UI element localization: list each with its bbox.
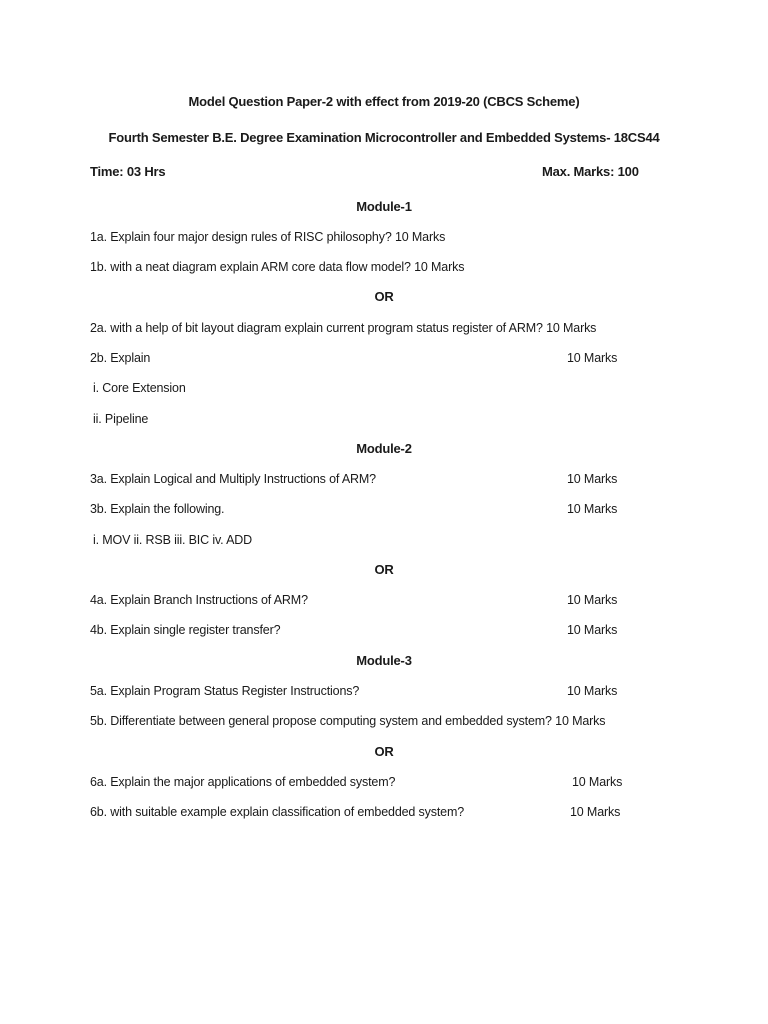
question-6a: 6a. Explain the major applications of embedded system? (90, 775, 396, 789)
question-2b-item-i: i. Core Extension (93, 381, 186, 395)
question-3b: 3b. Explain the following. (90, 502, 225, 516)
exam-time: Time: 03 Hrs (90, 164, 166, 179)
question-5a: 5a. Explain Program Status Register Instructions? (90, 684, 360, 698)
question-1b: 1b. with a neat diagram explain ARM core data flow model? 10 Marks (90, 260, 465, 274)
question-2b: 2b. Explain (90, 351, 151, 365)
question-2a: 2a. with a help of bit layout diagram explain current program status register of ARM? 10 Marks (90, 321, 597, 335)
question-6b: 6b. with suitable example explain classification of embedded system? (90, 805, 465, 819)
question-3a-marks: 10 Marks (567, 472, 618, 486)
question-6a-marks: 10 Marks (572, 775, 623, 789)
question-1a: 1a. Explain four major design rules of RISC philosophy? 10 Marks (90, 230, 446, 244)
question-4b-marks: 10 Marks (567, 623, 618, 637)
or-separator-1: OR (374, 289, 394, 304)
question-4a-marks: 10 Marks (567, 593, 618, 607)
module-3-heading: Module-3 (356, 653, 412, 668)
module-2-heading: Module-2 (356, 441, 412, 456)
question-4b: 4b. Explain single register transfer? (90, 623, 281, 637)
or-separator-2: OR (374, 562, 394, 577)
question-6b-marks: 10 Marks (570, 805, 621, 819)
question-3b-marks: 10 Marks (567, 502, 618, 516)
question-5b: 5b. Differentiate between general propose computing system and embedded system? 10 Marks (90, 714, 606, 728)
exam-max-marks: Max. Marks: 100 (542, 164, 639, 179)
question-2b-item-ii: ii. Pipeline (93, 412, 149, 426)
question-3b-items: i. MOV ii. RSB iii. BIC iv. ADD (93, 533, 253, 547)
question-4a: 4a. Explain Branch Instructions of ARM? (90, 593, 308, 607)
question-5a-marks: 10 Marks (567, 684, 618, 698)
question-3a: 3a. Explain Logical and Multiply Instructions of ARM? (90, 472, 376, 486)
paper-subtitle: Fourth Semester B.E. Degree Examination Microcontroller and Embedded Systems- 18CS44 (108, 130, 660, 145)
paper-title: Model Question Paper-2 with effect from 2019-20 (CBCS Scheme) (188, 94, 580, 109)
module-1-heading: Module-1 (356, 199, 412, 214)
or-separator-3: OR (374, 744, 394, 759)
question-2b-marks: 10 Marks (567, 351, 618, 365)
